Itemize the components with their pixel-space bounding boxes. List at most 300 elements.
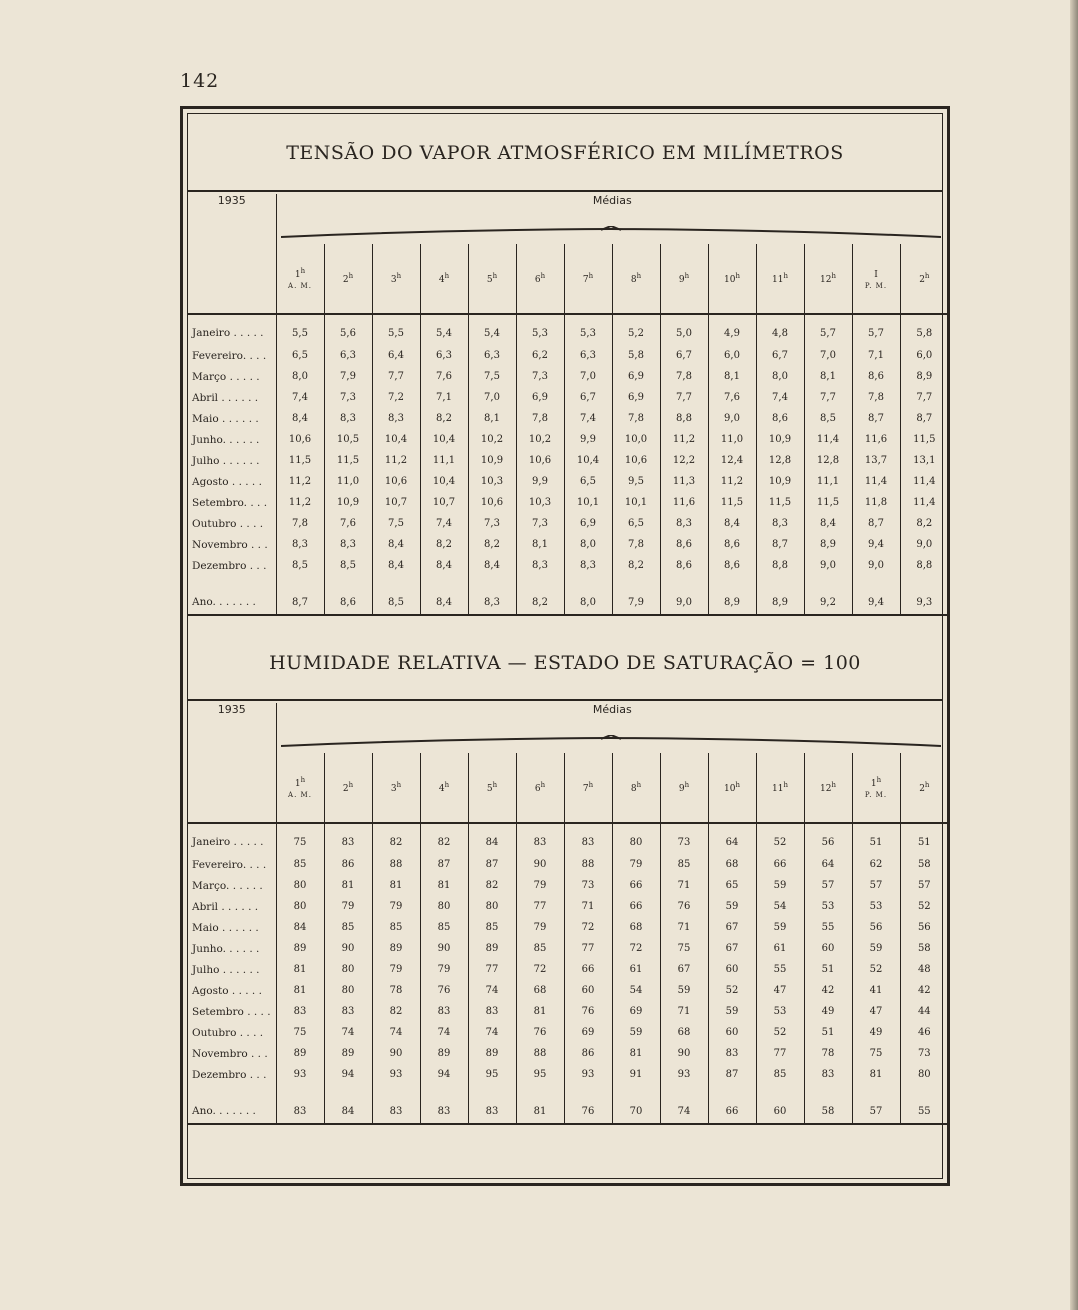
humidity-value-cell: 81 xyxy=(276,980,324,1001)
table-row xyxy=(188,387,948,408)
humidity-year-value-cell: 70 xyxy=(612,1099,660,1124)
humidity-year-value-cell: 60 xyxy=(756,1099,804,1124)
vapor-medias-header xyxy=(276,194,948,244)
humidity-hour-number: 6 xyxy=(534,784,541,794)
vapor-value-cell: 11,6 xyxy=(660,492,708,513)
vapor-value-cell: 7,1 xyxy=(852,345,900,366)
vapor-value-cell: 8,7 xyxy=(900,408,948,429)
vapor-hour-suffix: h xyxy=(684,272,690,280)
vapor-value-cell: 5,5 xyxy=(276,314,324,345)
humidity-hour-suffix: h xyxy=(396,781,402,789)
vapor-value-cell: 8,1 xyxy=(804,366,852,387)
vapor-value-cell: 9,0 xyxy=(900,534,948,555)
vapor-value-cell: 6,3 xyxy=(564,345,612,366)
vapor-value-cell: 8,3 xyxy=(324,534,372,555)
vapor-value-cell: 8,7 xyxy=(756,534,804,555)
vapor-hour-suffix: h xyxy=(783,272,788,280)
vapor-value-cell: 7,8 xyxy=(852,387,900,408)
vapor-value-cell: 6,3 xyxy=(324,345,372,366)
vapor-value-cell: 5,7 xyxy=(804,314,852,345)
humidity-hour-suffix: h xyxy=(588,781,594,789)
humidity-value-cell: 59 xyxy=(756,917,804,938)
humidity-value-cell: 94 xyxy=(420,1064,468,1085)
humidity-hour-header xyxy=(708,753,756,823)
humidity-value-cell: 60 xyxy=(564,980,612,1001)
vapor-value-cell: 7,2 xyxy=(372,387,420,408)
humidity-value-cell: 52 xyxy=(708,980,756,1001)
humidity-value-cell: 83 xyxy=(324,1001,372,1022)
humidity-value-cell: 80 xyxy=(900,1064,948,1085)
vapor-month-label: Fevereiro. . . . xyxy=(192,349,267,362)
humidity-value-cell: 74 xyxy=(468,980,516,1001)
humidity-month-label: Novembro . . . xyxy=(192,1047,268,1060)
vapor-hour-suffix: h xyxy=(540,272,546,280)
vapor-value-cell: 7,4 xyxy=(420,513,468,534)
vapor-value-cell: 7,8 xyxy=(276,513,324,534)
humidity-spacer-cell xyxy=(756,1085,804,1099)
vapor-month-label: Junho. . . . . . xyxy=(192,433,260,446)
humidity-value-cell: 69 xyxy=(612,1001,660,1022)
humidity-month-label: Agosto . . . . . xyxy=(192,984,262,997)
humidity-value-cell: 44 xyxy=(900,1001,948,1022)
vapor-hour-suffix: h xyxy=(444,272,450,280)
humidity-hours-row xyxy=(188,753,948,823)
vapor-value-cell: 10,2 xyxy=(516,429,564,450)
vapor-value-cell: 8,7 xyxy=(852,408,900,429)
humidity-tail-cell xyxy=(188,1124,276,1131)
vapor-value-cell: 7,3 xyxy=(324,387,372,408)
humidity-value-cell: 49 xyxy=(852,1022,900,1043)
vapor-value-cell: 6,9 xyxy=(612,366,660,387)
vapor-value-cell: 10,6 xyxy=(372,471,420,492)
vapor-spacer-cell xyxy=(188,576,276,590)
vapor-value-cell: 7,8 xyxy=(612,408,660,429)
humidity-value-cell: 83 xyxy=(420,1001,468,1022)
table-row xyxy=(188,555,948,576)
vapor-year-value-cell: 9,3 xyxy=(900,590,948,615)
vapor-year-value-cell: 8,3 xyxy=(468,590,516,615)
humidity-value-cell: 59 xyxy=(612,1022,660,1043)
humidity-value-cell: 72 xyxy=(516,959,564,980)
humidity-year-row-label: Ano. . . . . . . xyxy=(188,1099,276,1124)
vapor-value-cell: 7,7 xyxy=(804,387,852,408)
vapor-value-cell: 8,6 xyxy=(756,408,804,429)
humidity-value-cell: 59 xyxy=(708,1001,756,1022)
vapor-value-cell: 8,3 xyxy=(756,513,804,534)
vapor-value-cell: 7,0 xyxy=(564,366,612,387)
vapor-spacer-row xyxy=(188,576,948,590)
humidity-medias-brace xyxy=(281,735,941,747)
humidity-month-label: Janeiro . . . . . xyxy=(188,823,276,854)
humidity-value-cell: 65 xyxy=(708,875,756,896)
humidity-value-cell: 83 xyxy=(804,1064,852,1085)
humidity-value-cell: 72 xyxy=(564,917,612,938)
table-row xyxy=(188,959,948,980)
humidity-value-cell: 81 xyxy=(420,875,468,896)
humidity-value-cell: 83 xyxy=(324,823,372,854)
humidity-value-cell: 77 xyxy=(516,896,564,917)
humidity-value-cell: 89 xyxy=(420,1043,468,1064)
humidity-value-cell: 89 xyxy=(324,1043,372,1064)
humidity-tail-cell xyxy=(612,1124,660,1131)
humidity-value-cell: 41 xyxy=(852,980,900,1001)
humidity-hour-header xyxy=(516,753,564,823)
humidity-hour-number: 2 xyxy=(342,784,349,794)
humidity-value-cell: 74 xyxy=(372,1022,420,1043)
humidity-value-cell: 86 xyxy=(564,1043,612,1064)
vapor-value-cell: 12,8 xyxy=(804,450,852,471)
humidity-spacer-cell xyxy=(708,1085,756,1099)
humidity-hour-period: A. M. xyxy=(288,790,312,799)
vapor-value-cell: 11,0 xyxy=(324,471,372,492)
vapor-value-cell: 4,8 xyxy=(756,314,804,345)
vapor-value-cell: 8,1 xyxy=(516,534,564,555)
vapor-value-cell: 10,9 xyxy=(324,492,372,513)
humidity-value-cell: 47 xyxy=(756,980,804,1001)
vapor-tail-cell xyxy=(516,615,564,622)
vapor-value-cell: 10,2 xyxy=(468,429,516,450)
humidity-value-cell: 90 xyxy=(372,1043,420,1064)
humidity-value-cell: 77 xyxy=(468,959,516,980)
vapor-value-cell: 8,1 xyxy=(708,366,756,387)
humidity-tail-cell xyxy=(660,1124,708,1131)
humidity-value-cell: 81 xyxy=(612,1043,660,1064)
humidity-spacer-cell xyxy=(188,1085,276,1099)
humidity-value-cell: 93 xyxy=(660,1064,708,1085)
humidity-value-cell: 64 xyxy=(804,854,852,875)
vapor-value-cell: 5,8 xyxy=(612,345,660,366)
humidity-value-cell: 53 xyxy=(852,896,900,917)
humidity-value-cell: 59 xyxy=(756,875,804,896)
vapor-value-cell: 10,1 xyxy=(564,492,612,513)
tables-frame xyxy=(180,106,950,1186)
vapor-value-cell: 5,0 xyxy=(660,314,708,345)
vapor-month-label: Dezembro . . . xyxy=(192,559,267,572)
vapor-tail-cell xyxy=(660,615,708,622)
vapor-value-cell: 8,9 xyxy=(900,366,948,387)
vapor-value-cell: 11,2 xyxy=(276,471,324,492)
vapor-hour-number: 1 xyxy=(294,269,301,280)
humidity-hour-header xyxy=(372,753,420,823)
vapor-value-cell: 10,4 xyxy=(564,450,612,471)
vapor-value-cell: 7,6 xyxy=(708,387,756,408)
humidity-hour-number: 4 xyxy=(438,784,445,794)
humidity-hour-suffix: h xyxy=(636,781,642,789)
humidity-value-cell: 80 xyxy=(612,823,660,854)
humidity-value-cell: 81 xyxy=(276,959,324,980)
vapor-value-cell: 8,3 xyxy=(276,534,324,555)
humidity-hour-suffix: h xyxy=(348,781,354,789)
humidity-hour-header xyxy=(804,753,852,823)
humidity-value-cell: 52 xyxy=(756,1022,804,1043)
humidity-value-cell: 83 xyxy=(468,1001,516,1022)
table-row xyxy=(188,366,948,387)
vapor-value-cell: 9,0 xyxy=(852,555,900,576)
vapor-value-cell: 5,8 xyxy=(900,314,948,345)
vapor-value-cell: 6,0 xyxy=(708,345,756,366)
humidity-value-cell: 95 xyxy=(468,1064,516,1085)
vapor-hour-suffix: h xyxy=(588,272,594,280)
vapor-hour-suffix: h xyxy=(735,272,740,280)
humidity-value-cell: 75 xyxy=(276,823,324,854)
humidity-tail-cell xyxy=(852,1124,900,1131)
humidity-tail-cell xyxy=(564,1124,612,1131)
humidity-value-cell: 90 xyxy=(324,938,372,959)
vapor-tail-cell xyxy=(420,615,468,622)
humidity-value-cell: 80 xyxy=(324,980,372,1001)
humidity-value-cell: 61 xyxy=(612,959,660,980)
humidity-value-cell: 89 xyxy=(276,1043,324,1064)
humidity-value-cell: 85 xyxy=(468,917,516,938)
vapor-value-cell: 7,9 xyxy=(324,366,372,387)
vapor-value-cell: 6,5 xyxy=(276,345,324,366)
humidity-value-cell: 85 xyxy=(420,917,468,938)
humidity-value-cell: 51 xyxy=(804,1022,852,1043)
vapor-value-cell: 8,2 xyxy=(468,534,516,555)
humidity-medias-header xyxy=(276,703,948,753)
humidity-value-cell: 79 xyxy=(420,959,468,980)
vapor-value-cell: 7,7 xyxy=(900,387,948,408)
humidity-value-cell: 51 xyxy=(852,823,900,854)
humidity-value-cell: 66 xyxy=(612,896,660,917)
humidity-hour-header xyxy=(612,753,660,823)
vapor-tail-row xyxy=(188,615,948,622)
humidity-value-cell: 58 xyxy=(900,854,948,875)
vapor-hour-suffix: h xyxy=(348,272,354,280)
vapor-tail-cell xyxy=(852,615,900,622)
vapor-year-value-cell: 8,9 xyxy=(708,590,756,615)
vapor-value-cell: 8,7 xyxy=(852,513,900,534)
vapor-year-value-cell: 8,2 xyxy=(516,590,564,615)
humidity-hour-suffix: h xyxy=(300,775,306,784)
vapor-hour-period: A. M. xyxy=(288,281,312,290)
vapor-hour-number: 9 xyxy=(678,275,685,285)
humidity-hour-header xyxy=(564,753,612,823)
tables-inner-frame xyxy=(187,113,943,1179)
humidity-hour-suffix: h xyxy=(924,781,930,789)
vapor-value-cell: 5,5 xyxy=(372,314,420,345)
vapor-value-cell: 6,0 xyxy=(900,345,948,366)
vapor-hour-number: 5 xyxy=(486,275,493,285)
humidity-value-cell: 55 xyxy=(804,917,852,938)
humidity-value-cell: 64 xyxy=(708,823,756,854)
table-row xyxy=(188,823,948,854)
humidity-value-cell: 42 xyxy=(804,980,852,1001)
humidity-value-cell: 88 xyxy=(564,854,612,875)
humidity-tail-cell xyxy=(420,1124,468,1131)
vapor-value-cell: 7,4 xyxy=(564,408,612,429)
humidity-year-value-cell: 81 xyxy=(516,1099,564,1124)
vapor-tail-cell xyxy=(324,615,372,622)
humidity-value-cell: 54 xyxy=(612,980,660,1001)
vapor-value-cell: 5,6 xyxy=(324,314,372,345)
vapor-month-label: Agosto . . . . . xyxy=(192,475,262,488)
vapor-value-cell: 6,9 xyxy=(516,387,564,408)
vapor-value-cell: 7,6 xyxy=(420,366,468,387)
vapor-value-cell: 6,3 xyxy=(420,345,468,366)
vapor-value-cell: 8,4 xyxy=(708,513,756,534)
humidity-value-cell: 69 xyxy=(564,1022,612,1043)
humidity-hour-header xyxy=(276,753,324,823)
vapor-value-cell: 10,7 xyxy=(420,492,468,513)
vapor-value-cell: 10,6 xyxy=(516,450,564,471)
vapor-value-cell: 11,2 xyxy=(276,492,324,513)
table-row xyxy=(188,314,948,345)
vapor-value-cell: 10,9 xyxy=(756,429,804,450)
humidity-value-cell: 75 xyxy=(276,1022,324,1043)
humidity-hour-number: 12 xyxy=(820,784,832,794)
vapor-hour-header xyxy=(900,244,948,314)
vapor-year-row xyxy=(188,590,948,615)
humidity-year-value-cell: 55 xyxy=(900,1099,948,1124)
vapor-spacer-cell xyxy=(564,576,612,590)
vapor-value-cell: 5,3 xyxy=(564,314,612,345)
vapor-value-cell: 6,3 xyxy=(468,345,516,366)
vapor-value-cell: 8,1 xyxy=(468,408,516,429)
vapor-value-cell: 8,5 xyxy=(804,408,852,429)
humidity-value-cell: 81 xyxy=(324,875,372,896)
humidity-value-cell: 90 xyxy=(660,1043,708,1064)
humidity-hour-number: 8 xyxy=(630,784,637,794)
humidity-value-cell: 51 xyxy=(900,823,948,854)
vapor-value-cell: 7,0 xyxy=(468,387,516,408)
humidity-spacer-cell xyxy=(804,1085,852,1099)
vapor-spacer-cell xyxy=(900,576,948,590)
vapor-hour-number: 11 xyxy=(772,275,784,285)
vapor-hour-number: 2 xyxy=(919,275,925,285)
vapor-value-cell: 10,9 xyxy=(468,450,516,471)
humidity-year-value-cell: 66 xyxy=(708,1099,756,1124)
table-row xyxy=(188,875,948,896)
humidity-value-cell: 76 xyxy=(660,896,708,917)
vapor-hour-number: 7 xyxy=(582,275,589,285)
vapor-month-label: Abril . . . . . . xyxy=(192,391,259,404)
humidity-value-cell: 57 xyxy=(900,875,948,896)
vapor-value-cell: 8,9 xyxy=(804,534,852,555)
vapor-value-cell: 10,6 xyxy=(276,429,324,450)
vapor-value-cell: 11,5 xyxy=(756,492,804,513)
humidity-value-cell: 81 xyxy=(852,1064,900,1085)
humidity-medias-label: Médias xyxy=(592,703,632,716)
humidity-year-value-cell: 58 xyxy=(804,1099,852,1124)
humidity-value-cell: 81 xyxy=(372,875,420,896)
vapor-value-cell: 11,1 xyxy=(420,450,468,471)
humidity-hour-number: 7 xyxy=(582,784,589,794)
vapor-value-cell: 10,4 xyxy=(372,429,420,450)
humidity-value-cell: 85 xyxy=(276,854,324,875)
humidity-value-cell: 79 xyxy=(324,896,372,917)
table-row xyxy=(188,938,948,959)
vapor-value-cell: 8,4 xyxy=(372,555,420,576)
vapor-value-cell: 6,2 xyxy=(516,345,564,366)
vapor-spacer-cell xyxy=(756,576,804,590)
vapor-value-cell: 8,6 xyxy=(708,555,756,576)
humidity-value-cell: 71 xyxy=(660,1001,708,1022)
table-row xyxy=(188,1064,948,1085)
humidity-hour-suffix: h xyxy=(735,781,740,789)
humidity-hour-number: 9 xyxy=(678,784,685,794)
humidity-value-cell: 74 xyxy=(468,1022,516,1043)
vapor-spacer-cell xyxy=(276,576,324,590)
vapor-hour-header xyxy=(852,244,900,314)
humidity-hour-header xyxy=(468,753,516,823)
humidity-value-cell: 85 xyxy=(756,1064,804,1085)
humidity-value-cell: 60 xyxy=(708,959,756,980)
table-row xyxy=(188,980,948,1001)
vapor-spacer-cell xyxy=(660,576,708,590)
humidity-value-cell: 67 xyxy=(708,938,756,959)
humidity-month-label: Fevereiro. . . . xyxy=(192,858,267,871)
humidity-value-cell: 53 xyxy=(756,1001,804,1022)
humidity-title-rule xyxy=(188,699,942,701)
table-row xyxy=(188,450,948,471)
humidity-value-cell: 57 xyxy=(852,875,900,896)
humidity-table-title: HUMIDADE RELATIVA — ESTADO DE SATURAÇÃO = 100 xyxy=(269,652,861,674)
vapor-value-cell: 8,4 xyxy=(468,555,516,576)
humidity-value-cell: 89 xyxy=(276,938,324,959)
vapor-tail-cell xyxy=(564,615,612,622)
table-row xyxy=(188,513,948,534)
vapor-tail-cell xyxy=(276,615,324,622)
vapor-value-cell: 7,3 xyxy=(468,513,516,534)
vapor-tail-cell xyxy=(756,615,804,622)
humidity-value-cell: 54 xyxy=(756,896,804,917)
vapor-value-cell: 12,8 xyxy=(756,450,804,471)
vapor-value-cell: 8,4 xyxy=(276,408,324,429)
vapor-value-cell: 7,3 xyxy=(516,513,564,534)
humidity-value-cell: 91 xyxy=(612,1064,660,1085)
humidity-hour-header xyxy=(660,753,708,823)
humidity-month-label: Junho. . . . . . xyxy=(192,942,260,955)
table-row xyxy=(188,471,948,492)
humidity-year-value-cell: 74 xyxy=(660,1099,708,1124)
humidity-value-cell: 59 xyxy=(852,938,900,959)
vapor-value-cell: 8,5 xyxy=(324,555,372,576)
vapor-value-cell: 11,5 xyxy=(324,450,372,471)
humidity-tail-cell xyxy=(372,1124,420,1131)
vapor-value-cell: 8,4 xyxy=(804,513,852,534)
humidity-year-value-cell: 83 xyxy=(468,1099,516,1124)
table-row xyxy=(188,896,948,917)
humidity-value-cell: 90 xyxy=(420,938,468,959)
vapor-hour-number: 12 xyxy=(820,275,832,285)
vapor-year-value-cell: 8,9 xyxy=(756,590,804,615)
humidity-value-cell: 89 xyxy=(468,1043,516,1064)
table-row xyxy=(188,534,948,555)
vapor-year-value-cell: 8,4 xyxy=(420,590,468,615)
humidity-value-cell: 87 xyxy=(708,1064,756,1085)
vapor-value-cell: 8,6 xyxy=(708,534,756,555)
vapor-spacer-cell xyxy=(804,576,852,590)
vapor-spacer-cell xyxy=(420,576,468,590)
humidity-value-cell: 79 xyxy=(612,854,660,875)
humidity-value-cell: 71 xyxy=(564,896,612,917)
humidity-tail-cell xyxy=(804,1124,852,1131)
vapor-month-label: Maio . . . . . . xyxy=(192,412,259,425)
humidity-value-cell: 79 xyxy=(516,875,564,896)
humidity-value-cell: 61 xyxy=(756,938,804,959)
humidity-year-header: 1935 xyxy=(217,703,246,716)
humidity-value-cell: 85 xyxy=(324,917,372,938)
page-edge xyxy=(1070,0,1078,1310)
vapor-hour-header xyxy=(468,244,516,314)
humidity-value-cell: 68 xyxy=(516,980,564,1001)
humidity-hour-suffix: h xyxy=(492,781,498,789)
humidity-spacer-cell xyxy=(900,1085,948,1099)
humidity-value-cell: 56 xyxy=(804,823,852,854)
humidity-value-cell: 77 xyxy=(756,1043,804,1064)
vapor-value-cell: 11,4 xyxy=(804,429,852,450)
